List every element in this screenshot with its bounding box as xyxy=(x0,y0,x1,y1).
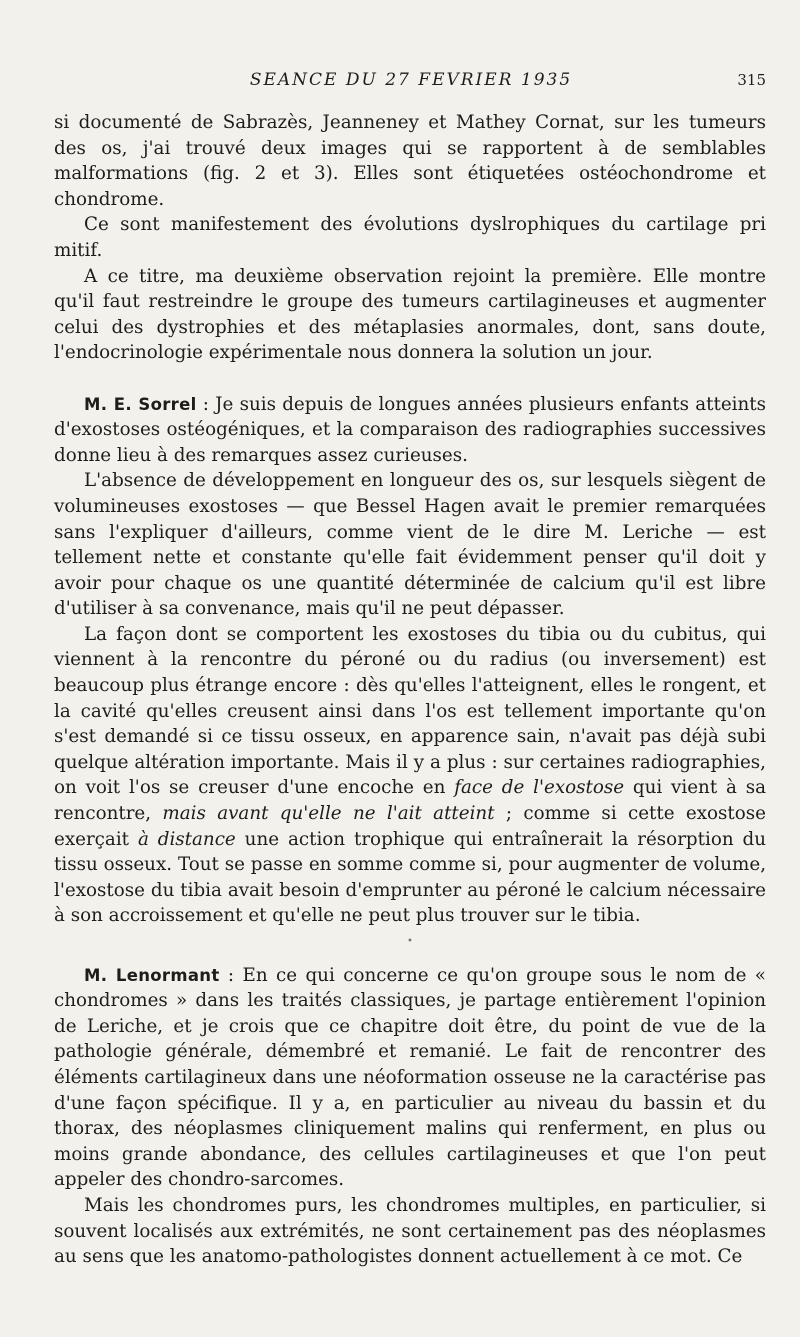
running-title: SEANCE DU 27 FEVRIER 1935 xyxy=(249,70,573,90)
paragraph-1: si documenté de Sabrazès, Jeanneney et Mathey Cornat, sur les tumeurs des os, j'ai trouvé deux images qui se rapportent à de semblables malformations (fig. 2 et 3). Elles sont étiquetées ostéochondrome et chondrome. xyxy=(54,112,766,210)
paragraph-lenormant-intervention xyxy=(54,963,766,1193)
paragraph-6-italic-2: mais avant qu'elle ne l'ait atteint xyxy=(162,803,495,825)
paragraph-6-text-after: une action trophique qui entraînerait la résorption du tissu osseux. Tout se passe en somme comme si, pour augmenter de volume, l'exostose du tibia avait besoin d'emprunter au péroné le calcium nécessaire à son accroissement et qu'elle ne peut plus trouver sur le tibia. xyxy=(54,828,766,927)
paragraph-sorrel-intervention xyxy=(54,392,766,469)
paragraph-5: L'absence de développement en longueur des os, sur lesquels siègent de volumineuses exostoses — que Bessel Hagen avait le premier remarquées sans l'expliquer d'ailleurs, comme vient de le dire M. Leriche — est tellement nette et constante qu'elle fait évidemment penser qu'il doit y avoir pour chaque os une quantité déterminée de calcium qu'il est libre d'utiliser à sa convenance, mais qu'il ne peut dépasser. xyxy=(54,470,766,620)
paragraph-2: Ce sont manifestement des évolutions dyslrophiques du cartilage pri mitif. xyxy=(54,214,766,261)
speaker-name-lenormant: M. Lenormant xyxy=(84,965,220,985)
page-number: 315 xyxy=(737,71,766,89)
paragraph-6-text-mid-1: qui vient à sa rencontre, xyxy=(54,777,766,825)
paragraph-6-text-before: La façon dont se comportent les exostoses du tibia ou du cubitus, qui viennent à la rencontre du péroné ou du radius (ou inversement) est beaucoup plus étrange encore : dès qu'elles l'atteignent, elles le rongent, et la cavité qu'elles creusent ainsi dans l'os est tellement importante qu'on s'est demandé si ce tissu osseux, en apparence sain, n'avait pas déjà subi quelque altération importante. Mais il y a plus : sur certaines radiographies, on voit l'os se creuser d'une encoche en xyxy=(54,623,766,799)
body-text xyxy=(54,110,766,1270)
paragraph-8: Mais les chondromes purs, les chondromes multiples, en particulier, si souvent localisés aux extrémités, ne sont certainement pas des néoplasmes au sens que les anatomo-pathologistes donnent actuellement à ce mot. Ce xyxy=(54,1194,766,1268)
paragraph-lenormant-text: : En ce qui concerne ce qu'on groupe sous le nom de « chondromes » dans les traités classiques, je partage entièrement l'opinion de Leriche, et je crois que ce chapitre doit être, du point de vue de la pathologie générale, démembré et remanié. Le fait de rencontrer des éléments cartilagineux dans une néoformation osseuse ne la caractérise pas d'une façon spécifique. Il y a, en particulier au niveau du bassin et du thorax, des néoplasmes cliniquement malins qui renferment, en plus ou moins grande abondance, des cellules cartilagineuses et que l'on peut appeler des chondro-sarcomes. xyxy=(54,964,766,1191)
paragraph-6 xyxy=(54,622,766,929)
paragraph-sorrel-text: : Je suis depuis de longues années plusieurs enfants atteints d'exostoses ostéogéniques, et la comparaison des radiographies successives donne lieu à des remarques assez curieuses. xyxy=(54,393,766,466)
paragraph-6-text-mid-2: ; comme si cette exostose exerçait xyxy=(54,803,766,850)
paragraph-6-italic-3: à distance xyxy=(137,828,236,850)
paragraph-3: A ce titre, ma deuxième observation rejoint la première. Elle montre qu'il faut restreindre le groupe des tumeurs cartilagineuses et augmenter celui des dystrophies et des métaplasies anormales, dont, sans doute, l'endocrinologie expérimentale nous donnera la solution un jour. xyxy=(54,265,766,364)
print-mark: • xyxy=(407,936,413,947)
running-head xyxy=(56,70,766,96)
paragraph-6-italic-1: face de l'exostose xyxy=(454,777,625,799)
speaker-name-sorrel: M. E. Sorrel xyxy=(84,394,197,414)
